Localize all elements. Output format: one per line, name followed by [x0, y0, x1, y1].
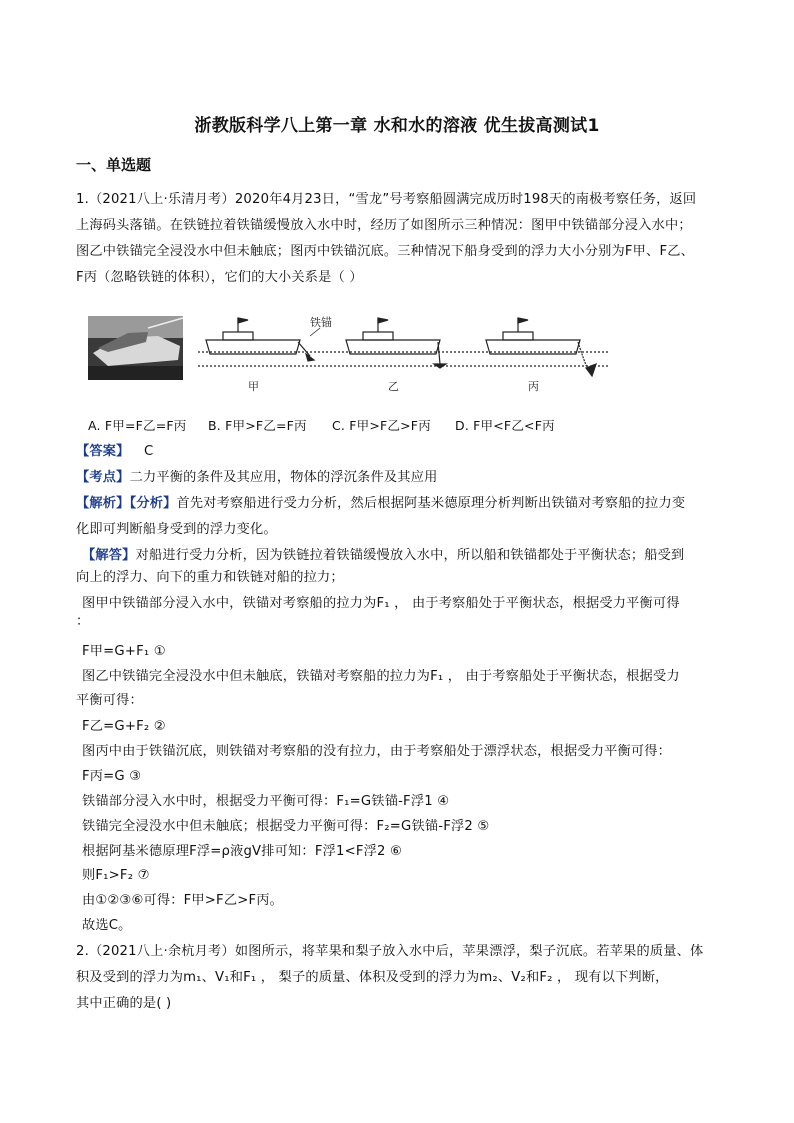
q2-stem-line: 积及受到的浮力为m₁、V₁和F₁ ， 梨子的质量、体积及受到的浮力为m₂、V₂和F₂ ， 现有以下判断，	[76, 970, 669, 985]
panel-label-bing: 丙	[528, 381, 539, 393]
q1-stem-line: 1.（2021八上·乐清月考）2020年4月23日，“雪龙”号考察船圆满完成历时198天的南极考察任务，返回	[76, 192, 697, 207]
q1-solution-line: 图甲中铁锚部分浸入水中，铁锚对考察船的拉力为F₁ ， 由于考察船处于平衡状态，根据受力平衡可得	[82, 596, 680, 611]
q1-equation-7: 则F₁>F₂ ⑦	[82, 868, 150, 883]
ship-diagram-bing	[478, 318, 608, 376]
q1-stem-line: 上海码头落锚。在铁链拉着铁锚缓慢放入水中时，经历了如图所示三种情况：图甲中铁锚部分浸入水中；	[76, 218, 692, 233]
analysis-tag: 【解析】【分析】	[76, 496, 177, 511]
q1-solution-line: 图乙中铁锚完全浸没水中但未触底，铁锚对考察船的拉力为F₁ ， 由于考察船处于平衡状态，根据受力	[82, 669, 680, 684]
q1-figure	[88, 308, 608, 398]
solution-text: 对船进行受力分析，因为铁链拉着铁锚缓慢放入水中，所以船和铁锚都处于平衡状态；船受到	[135, 548, 685, 563]
q1-option-d[interactable]: D. F甲<F乙<F丙	[455, 418, 555, 433]
q1-equation-1: F甲=G+F₁ ①	[82, 644, 166, 659]
q2-stem-line: 2.（2021八上·余杭月考）如图所示，将苹果和梨子放入水中后，苹果漂浮，梨子沉底。若苹果的质量、体	[76, 944, 704, 959]
point-tag: 【考点】	[76, 470, 130, 485]
q1-equation-6: 根据阿基米德原理F浮=ρ液gV排可知：F浮1<F浮2 ⑥	[82, 844, 403, 859]
q1-stem-line: F丙（忽略铁链的体积），它们的大小关系是（ ）	[76, 270, 363, 285]
analysis-text: 首先对考察船进行受力分析，然后根据阿基米德原理分析判断出铁锚对考察船的拉力变	[176, 496, 686, 511]
panel-label-jia: 甲	[248, 381, 259, 393]
page-title: 浙教版科学八上第一章 水和水的溶液 优生拔高测试1	[194, 116, 600, 136]
q1-solution-line: 图丙中由于铁锚沉底，则铁锚对考察船的没有拉力，由于考察船处于漂浮状态，根据受力平衡可得：	[82, 744, 672, 759]
q1-analysis	[76, 492, 685, 511]
q1-analysis-line: 化即可判断船身受到的浮力变化。	[76, 522, 277, 537]
q1-equation-5: 铁锚完全浸没水中但未触底；根据受力平衡可得：F₂=G铁锚-F浮2 ⑤	[82, 819, 490, 834]
ship-diagram-yi	[338, 318, 478, 368]
q1-solution-line: ：	[76, 614, 90, 629]
q1-equation-4: 铁锚部分浸入水中时，根据受力平衡可得：F₁=G铁锚-F浮1 ④	[82, 794, 450, 809]
q1-option-c[interactable]: C. F甲>F乙>F丙	[332, 418, 431, 433]
section-heading: 一、单选题	[76, 156, 152, 174]
point-text: 二力平衡的条件及其应用，物体的浮沉条件及其应用	[129, 470, 438, 485]
q1-solution-line: 向上的浮力、向下的重力和铁链对船的拉力；	[76, 570, 344, 585]
q1-solution-line: 平衡可得：	[76, 693, 143, 708]
q1-option-b[interactable]: B. F甲>F乙=F丙	[208, 418, 307, 433]
answer-value: C	[143, 444, 154, 459]
q1-option-a[interactable]: A. F甲=F乙=F丙	[88, 418, 187, 433]
q1-point	[76, 466, 437, 485]
solution-tag: 【解答】	[82, 548, 136, 563]
q1-stem-line: 图乙中铁锚完全浸没水中但未触底；图丙中铁锚沉底。三种情况下船身受到的浮力大小分别为F甲、F乙、	[76, 244, 695, 259]
q1-equation-3: F丙=G ③	[82, 769, 142, 784]
panel-label-yi: 乙	[388, 381, 399, 393]
q1-answer	[76, 440, 153, 459]
ship-photo	[88, 316, 183, 380]
answer-tag: 【答案】	[76, 444, 130, 459]
q1-conclusion: 由①②③⑥可得：F甲>F乙>F丙。	[82, 893, 284, 908]
q1-solution	[82, 544, 684, 563]
anchor-label: 铁锚	[310, 317, 332, 329]
q1-equation-2: F乙=G+F₂ ②	[82, 719, 166, 734]
q1-choice: 故选C。	[82, 918, 132, 933]
q2-stem-line: 其中正确的是( )	[76, 996, 172, 1011]
